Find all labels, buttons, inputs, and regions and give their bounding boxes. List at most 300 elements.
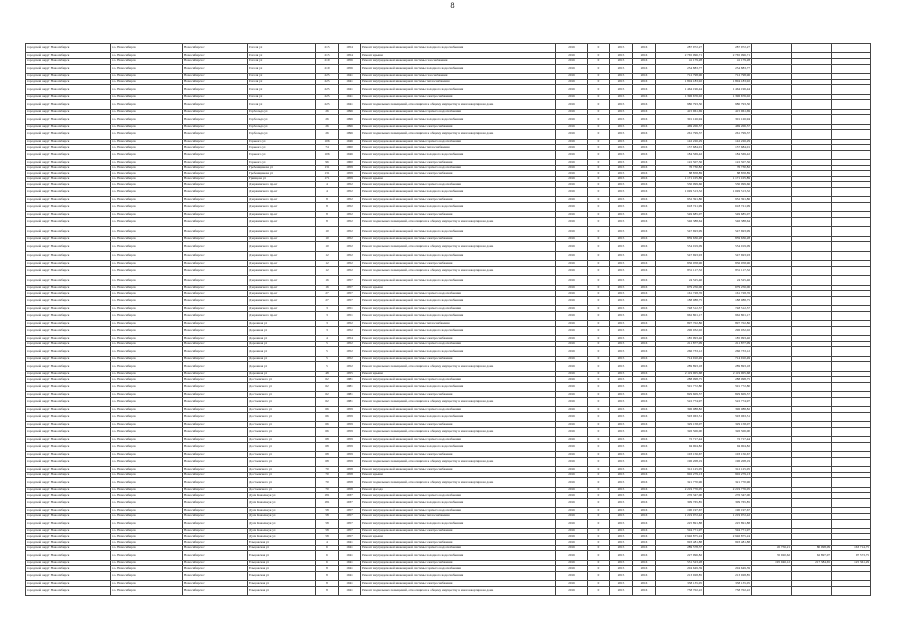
cell-start-year: 2015 [610, 176, 633, 182]
table-row [26, 150, 871, 159]
cell-regional-funds [792, 218, 832, 227]
cell-work-type: Ремонт внутридомовой инженерной системы холодного водоснабжения [361, 412, 556, 421]
cell-locality: Новосибирск г [183, 437, 248, 443]
cell-build-year: 1952 [339, 362, 361, 371]
cell-total-cost: 289 893,18 [656, 362, 704, 371]
cell-municipal-district: городской округ Новосибирск [26, 182, 111, 188]
table-row [26, 551, 871, 560]
cell-work-type: Ремонт внутридомовой инженерной системы горячего водоснабжения [361, 341, 556, 347]
cell-locality: Новосибирск г [183, 296, 248, 305]
cell-regional-funds [792, 44, 832, 53]
cell-flag: 0 [588, 560, 610, 566]
cell-plan-year: 2016 [556, 467, 588, 473]
cell-flag: 0 [588, 347, 610, 356]
cell-start-year: 2015 [610, 371, 633, 377]
cell-plan-year: 2016 [556, 130, 588, 139]
cell-start-year: 2015 [610, 452, 633, 458]
cell-municipal-district: городской округ Новосибирск [26, 407, 111, 413]
cell-house-number: 12 [316, 251, 339, 260]
cell-regional-funds [792, 115, 832, 124]
cell-local-funds [832, 498, 871, 507]
cell-street: Гоголя ул [248, 53, 316, 59]
cell-street: Ельцовская ул [248, 566, 316, 572]
cell-start-year: 2015 [610, 139, 633, 145]
cell-municipal-district: городской округ Новосибирск [26, 392, 111, 398]
cell-total-cost: 829 609,57 [656, 392, 704, 398]
cell-build-year: 1996 [339, 109, 361, 115]
cell-build-year: 1960 [339, 160, 361, 166]
cell-end-year: 2016 [633, 100, 656, 109]
cell-municipality: г.о. Новосибирск [111, 160, 183, 166]
cell-regional-funds [792, 427, 832, 436]
cell-end-year: 2016 [633, 551, 656, 560]
cell-street: Дорожная ул [248, 336, 316, 342]
cell-house-number: 106 [316, 139, 339, 145]
cell-work-type: Ремонт внутридомовой инженерной системы холодного водоснабжения [361, 150, 556, 159]
cell-municipality: г.о. Новосибирск [111, 261, 183, 267]
cell-municipality: г.о. Новосибирск [111, 251, 183, 260]
cell-locality: Новосибирск г [183, 336, 248, 342]
cell-locality: Новосибирск г [183, 487, 248, 493]
cell-house-number: 66 [316, 407, 339, 413]
cell-plan-year: 2016 [556, 165, 588, 171]
cell-street: Дорожная ул [248, 356, 316, 362]
cell-municipal-district: городской округ Новосибирск [26, 382, 111, 391]
cell-municipal-district: городской округ Новосибирск [26, 85, 111, 94]
cell-end-year: 2016 [633, 85, 656, 94]
cell-work-type: Ремонт внутридомовой инженерной системы электроснабжения [361, 197, 556, 203]
cell-owner-funds: 72 717,44 [704, 437, 752, 443]
cell-municipal-district: городской округ Новосибирск [26, 472, 111, 478]
cell-work-type: Ремонт внутридомовой инженерной системы холодного водоснабжения [361, 203, 556, 212]
cell-work-type: Ремонт внутридомовой инженерной системы электроснабжения [361, 124, 556, 130]
cell-end-year: 2016 [633, 53, 656, 59]
cell-municipality: г.о. Новосибирск [111, 94, 183, 100]
cell-total-cost: 902 279,13 [656, 472, 704, 478]
cell-municipal-district: городской округ Новосибирск [26, 341, 111, 347]
cell-owner-funds: 836 058,96 [704, 261, 752, 267]
cell-plan-year: 2016 [556, 321, 588, 327]
cell-owner-funds: 266 733,12 [704, 347, 752, 356]
cell-plan-year: 2016 [556, 145, 588, 151]
cell-start-year: 2015 [610, 467, 633, 473]
cell-end-year: 2016 [633, 165, 656, 171]
cell-locality: Новосибирск г [183, 545, 248, 551]
cell-start-year: 2015 [610, 472, 633, 478]
cell-flag: 0 [588, 457, 610, 466]
cell-end-year: 2016 [633, 212, 656, 218]
cell-municipal-district: городской округ Новосибирск [26, 203, 111, 212]
cell-work-type: Ремонт внутридомовой инженерной системы холодного водоснабжения [361, 326, 556, 335]
cell-municipal-district: городской округ Новосибирск [26, 44, 111, 53]
cell-municipal-district: городской округ Новосибирск [26, 478, 111, 487]
cell-regional-funds [792, 478, 832, 487]
cell-end-year: 2016 [633, 109, 656, 115]
cell-build-year: 1996 [339, 130, 361, 139]
cell-municipal-district: городской округ Новосибирск [26, 276, 111, 285]
cell-plan-year: 2016 [556, 356, 588, 362]
cell-owner-funds: 211 877,09 [704, 341, 752, 347]
table-row [26, 296, 871, 305]
cell-flag: 0 [588, 412, 610, 421]
cell-street: Гоголя ул [248, 58, 316, 64]
cell-work-type: Ремонт внутридомовой инженерной системы электроснабжения [361, 236, 556, 242]
cell-local-funds [832, 130, 871, 139]
cell-municipal-district: городской округ Новосибирск [26, 371, 111, 377]
cell-municipality: г.о. Новосибирск [111, 197, 183, 203]
cell-work-type: Ремонт внутридомовой инженерной системы горячего водоснабжения [361, 437, 556, 443]
cell-total-cost: 618 721,99 [656, 203, 704, 212]
cell-end-year: 2016 [633, 139, 656, 145]
cell-work-type: Ремонт внутридомовой инженерной системы теплоснабжения [361, 79, 556, 85]
cell-end-year: 2016 [633, 94, 656, 100]
cell-work-type: Ремонт внутридомовой инженерной системы холодного водоснабжения [361, 551, 556, 560]
cell-street: Дорожная ул [248, 347, 316, 356]
cell-end-year: 2016 [633, 571, 656, 580]
cell-total-cost: 980 793,50 [656, 100, 704, 109]
cell-end-year: 2016 [633, 321, 656, 327]
cell-end-year: 2016 [633, 397, 656, 406]
cell-total-cost: 530 099,66 [656, 182, 704, 188]
cell-end-year: 2016 [633, 362, 656, 371]
cell-local-funds [832, 457, 871, 466]
cell-street: Дуси Ковальчук ул [248, 508, 316, 514]
cell-end-year: 2016 [633, 493, 656, 499]
cell-flag: 0 [588, 139, 610, 145]
cell-owner-funds: 225 891,88 [704, 519, 752, 528]
cell-owner-funds: 122 507,56 [704, 160, 752, 166]
cell-street: Дзержинского пр-кт [248, 188, 316, 197]
cell-total-cost: 103 156,67 [656, 452, 704, 458]
cell-house-number: 12 [316, 261, 339, 267]
cell-build-year: 1952 [339, 197, 361, 203]
cell-federal-funds [752, 586, 792, 595]
cell-municipal-district: городской округ Новосибирск [26, 321, 111, 327]
cell-start-year: 2015 [610, 560, 633, 566]
cell-work-type: Ремонт подвальных помещений, относящихся к общему имуществу в многоквартирном доме [361, 242, 556, 251]
cell-municipality: г.о. Новосибирск [111, 513, 183, 519]
cell-total-cost: 1 804 183,92 [656, 79, 704, 85]
cell-house-number: 3 [316, 306, 339, 312]
cell-local-funds [832, 412, 871, 421]
cell-municipality: г.о. Новосибирск [111, 218, 183, 227]
cell-start-year: 2015 [610, 73, 633, 79]
cell-build-year: 1959 [339, 422, 361, 428]
cell-municipal-district: городской округ Новосибирск [26, 586, 111, 595]
cell-locality: Новосибирск г [183, 427, 248, 436]
cell-street: Гривцова ул [248, 176, 316, 182]
cell-locality: Новосибирск г [183, 341, 248, 347]
cell-end-year: 2016 [633, 457, 656, 466]
cell-owner-funds: 161 728,76 [704, 291, 752, 297]
table-row [26, 115, 871, 124]
cell-owner-funds: 2 119 905,68 [704, 371, 752, 377]
cell-end-year: 2016 [633, 336, 656, 342]
cell-build-year: 1952 [339, 203, 361, 212]
cell-locality: Новосибирск г [183, 356, 248, 362]
cell-total-cost: 338 135,05 [656, 581, 704, 587]
cell-local-funds [832, 382, 871, 391]
cell-municipality: г.о. Новосибирск [111, 115, 183, 124]
cell-municipal-district: городской округ Новосибирск [26, 150, 111, 159]
cell-owner-funds: 618 721,99 [704, 203, 752, 212]
cell-owner-funds: 831 117,32 [704, 266, 752, 275]
cell-locality: Новосибирск г [183, 188, 248, 197]
cell-total-cost: 2 119 905,68 [656, 371, 704, 377]
cell-regional-funds [792, 519, 832, 528]
table-row [26, 571, 871, 580]
cell-build-year: 1958 [339, 472, 361, 478]
cell-plan-year: 2016 [556, 586, 588, 595]
cell-locality: Новосибирск г [183, 586, 248, 595]
cell-owner-funds: 254 883,77 [704, 64, 752, 73]
cell-start-year: 2015 [610, 296, 633, 305]
table-row [26, 412, 871, 421]
cell-street: Дзержинского пр-кт [248, 291, 316, 297]
cell-house-number: 58 [316, 508, 339, 514]
cell-street: Достоевского ул [248, 427, 316, 436]
cell-plan-year: 2016 [556, 534, 588, 540]
cell-build-year: 1952 [339, 356, 361, 362]
cell-build-year: 1952 [339, 188, 361, 197]
cell-house-number: 6 [316, 560, 339, 566]
cell-municipality: г.о. Новосибирск [111, 422, 183, 428]
cell-street: Гоголя ул [248, 44, 316, 53]
cell-start-year: 2015 [610, 218, 633, 227]
cell-locality: Новосибирск г [183, 150, 248, 159]
cell-total-cost: 276 347,00 [656, 493, 704, 499]
cell-local-funds [832, 227, 871, 236]
cell-build-year: 1981 [339, 382, 361, 391]
table-row [26, 362, 871, 371]
cell-flag: 0 [588, 227, 610, 236]
cell-total-cost: 196 208,19 [656, 457, 704, 466]
cell-plan-year: 2016 [556, 326, 588, 335]
cell-start-year: 2015 [610, 397, 633, 406]
cell-total-cost: 142 226,29 [656, 139, 704, 145]
cell-build-year: 1957 [339, 519, 361, 528]
cell-owner-funds [704, 551, 752, 560]
cell-house-number: 5 [316, 347, 339, 356]
cell-locality: Новосибирск г [183, 236, 248, 242]
cell-local-funds [832, 347, 871, 356]
cell-municipality: г.о. Новосибирск [111, 371, 183, 377]
cell-total-cost: 831 117,32 [656, 266, 704, 275]
cell-work-type: Ремонт внутридомовой инженерной системы горячего водоснабжения [361, 139, 556, 145]
cell-end-year: 2016 [633, 176, 656, 182]
cell-owner-funds: 103 156,67 [704, 452, 752, 458]
cell-flag: 0 [588, 336, 610, 342]
cell-plan-year: 2016 [556, 182, 588, 188]
cell-plan-year: 2016 [556, 513, 588, 519]
cell-start-year: 2015 [610, 321, 633, 327]
cell-street: Горького ул [248, 139, 316, 145]
cell-flag: 0 [588, 513, 610, 519]
cell-municipal-district: городской округ Новосибирск [26, 218, 111, 227]
cell-flag: 0 [588, 276, 610, 285]
cell-owner-funds: 204 649,39 [704, 566, 752, 572]
cell-build-year: 1957 [339, 291, 361, 297]
cell-end-year: 2016 [633, 171, 656, 177]
cell-flag: 0 [588, 44, 610, 53]
cell-municipality: г.о. Новосибирск [111, 227, 183, 236]
cell-municipal-district: городской округ Новосибирск [26, 326, 111, 335]
cell-start-year: 2015 [610, 457, 633, 466]
cell-municipal-district: городской округ Новосибирск [26, 139, 111, 145]
cell-municipality: г.о. Новосибирск [111, 467, 183, 473]
cell-work-type: Ремонт внутридомовой инженерной системы электроснабжения [361, 452, 556, 458]
cell-start-year: 2015 [610, 487, 633, 493]
cell-build-year: 1981 [339, 392, 361, 398]
cell-owner-funds: 679 256,06 [704, 285, 752, 291]
cell-municipality: г.о. Новосибирск [111, 53, 183, 59]
cell-house-number: 5 [316, 341, 339, 347]
cell-flag: 0 [588, 498, 610, 507]
cell-locality: Новосибирск г [183, 115, 248, 124]
cell-flag: 0 [588, 540, 610, 546]
cell-end-year: 2016 [633, 236, 656, 242]
cell-locality: Новосибирск г [183, 457, 248, 466]
cell-house-number: 131 [316, 171, 339, 177]
cell-total-cost: 161 728,76 [656, 291, 704, 297]
cell-municipality: г.о. Новосибирск [111, 478, 183, 487]
cell-house-number: 62 [316, 377, 339, 383]
cell-municipality: г.о. Новосибирск [111, 487, 183, 493]
cell-locality: Новосибирск г [183, 452, 248, 458]
cell-plan-year: 2016 [556, 276, 588, 285]
cell-locality: Новосибирск г [183, 212, 248, 218]
cell-build-year: 1957 [339, 528, 361, 534]
cell-municipality: г.о. Новосибирск [111, 472, 183, 478]
cell-federal-funds [752, 100, 792, 109]
cell-flag: 0 [588, 251, 610, 260]
cell-owner-funds: 185 993,46 [704, 336, 752, 342]
cell-municipality: г.о. Новосибирск [111, 508, 183, 514]
cell-build-year: 1937 [339, 493, 361, 499]
table-row [26, 311, 871, 320]
cell-plan-year: 2016 [556, 311, 588, 320]
cell-house-number: 4 [316, 188, 339, 197]
cell-total-cost: 41 179,28 [656, 58, 704, 64]
cell-total-cost: 748 512,57 [656, 306, 704, 312]
cell-federal-funds [752, 296, 792, 305]
cell-plan-year: 2016 [556, 306, 588, 312]
cell-locality: Новосибирск г [183, 412, 248, 421]
cell-end-year: 2016 [633, 326, 656, 335]
cell-plan-year: 2016 [556, 150, 588, 159]
cell-owner-funds: 2 946 875,24 [704, 534, 752, 540]
cell-build-year: 1946 [339, 150, 361, 159]
cell-locality: Новосибирск г [183, 508, 248, 514]
cell-municipality: г.о. Новосибирск [111, 73, 183, 79]
cell-federal-funds [752, 276, 792, 285]
cell-end-year: 2016 [633, 540, 656, 546]
cell-plan-year: 2016 [556, 285, 588, 291]
cell-municipal-district: городской округ Новосибирск [26, 487, 111, 493]
cell-locality: Новосибирск г [183, 109, 248, 115]
cell-owner-funds: 157 684,01 [704, 145, 752, 151]
cell-start-year: 2015 [610, 519, 633, 528]
cell-end-year: 2016 [633, 534, 656, 540]
cell-work-type: Ремонт внутридомовой инженерной системы горячего водоснабжения [361, 508, 556, 514]
cell-end-year: 2016 [633, 508, 656, 514]
cell-locality: Новосибирск г [183, 276, 248, 285]
cell-start-year: 2015 [610, 581, 633, 587]
cell-flag: 0 [588, 371, 610, 377]
cell-flag: 0 [588, 130, 610, 139]
table-row [26, 347, 871, 356]
cell-flag: 0 [588, 519, 610, 528]
cell-end-year: 2016 [633, 160, 656, 166]
cell-build-year: 1959 [339, 412, 361, 421]
cell-total-cost: 190 197,67 [656, 508, 704, 514]
cell-owner-funds: 1 219 972,42 [704, 513, 752, 519]
cell-plan-year: 2016 [556, 392, 588, 398]
cell-locality: Новосибирск г [183, 362, 248, 371]
cell-work-type: Ремонт фасада [361, 487, 556, 493]
cell-total-cost: 288 098,75 [656, 377, 704, 383]
cell-municipal-district: городской округ Новосибирск [26, 493, 111, 499]
cell-street: Горбольда ул [248, 130, 316, 139]
cell-municipal-district: городской округ Новосибирск [26, 296, 111, 305]
cell-locality: Новосибирск г [183, 377, 248, 383]
cell-street: Дуси Ковальчук ул [248, 534, 316, 540]
cell-federal-funds [752, 519, 792, 528]
cell-work-type: Ремонт внутридомовой инженерной системы горячего водоснабжения [361, 377, 556, 383]
cell-street: Горького ул [248, 145, 316, 151]
cell-street: Гоголя ул [248, 73, 316, 79]
cell-owner-funds: 1 464 196,44 [704, 85, 752, 94]
cell-build-year: 1941 [339, 545, 361, 551]
cell-end-year: 2016 [633, 145, 656, 151]
cell-work-type: Ремонт внутридомовой инженерной системы электроснабжения [361, 581, 556, 587]
cell-build-year: 1957 [339, 508, 361, 514]
cell-municipality: г.о. Новосибирск [111, 171, 183, 177]
cell-build-year: 1952 [339, 321, 361, 327]
cell-build-year: 1996 [339, 115, 361, 124]
cell-work-type: Ремонт внутридомовой инженерной системы холодного водоснабжения [361, 347, 556, 356]
cell-municipality: г.о. Новосибирск [111, 100, 183, 109]
cell-street: Гребенщикова ул [248, 165, 316, 171]
cell-house-number: 225 [316, 100, 339, 109]
cell-municipal-district: городской округ Новосибирск [26, 212, 111, 218]
cell-flag: 0 [588, 115, 610, 124]
cell-plan-year: 2016 [556, 571, 588, 580]
cell-municipal-district: городской округ Новосибирск [26, 571, 111, 580]
cell-end-year: 2016 [633, 356, 656, 362]
cell-house-number: 70 [316, 472, 339, 478]
cell-municipality: г.о. Новосибирск [111, 291, 183, 297]
cell-work-type: Ремонт внутридомовой инженерной системы электроснабжения [361, 160, 556, 166]
cell-end-year: 2016 [633, 203, 656, 212]
cell-total-cost: 72 717,44 [656, 437, 704, 443]
cell-start-year: 2015 [610, 442, 633, 451]
cell-plan-year: 2016 [556, 212, 588, 218]
cell-start-year: 2015 [610, 437, 633, 443]
cell-start-year: 2015 [610, 242, 633, 251]
cell-federal-funds [752, 188, 792, 197]
cell-work-type: Ремонт внутридомовой инженерной системы горячего водоснабжения [361, 109, 556, 115]
cell-house-number: 66 [316, 427, 339, 436]
cell-build-year: 1956 [339, 58, 361, 64]
cell-work-type: Ремонт подвальных помещений, относящихся к общему имуществу в многоквартирном доме [361, 266, 556, 275]
cell-street: Гоголя ул [248, 100, 316, 109]
cell-municipality: г.о. Новосибирск [111, 545, 183, 551]
cell-flag: 0 [588, 356, 610, 362]
cell-end-year: 2016 [633, 242, 656, 251]
cell-locality: Новосибирск г [183, 165, 248, 171]
cell-total-cost: 312 125,05 [656, 467, 704, 473]
